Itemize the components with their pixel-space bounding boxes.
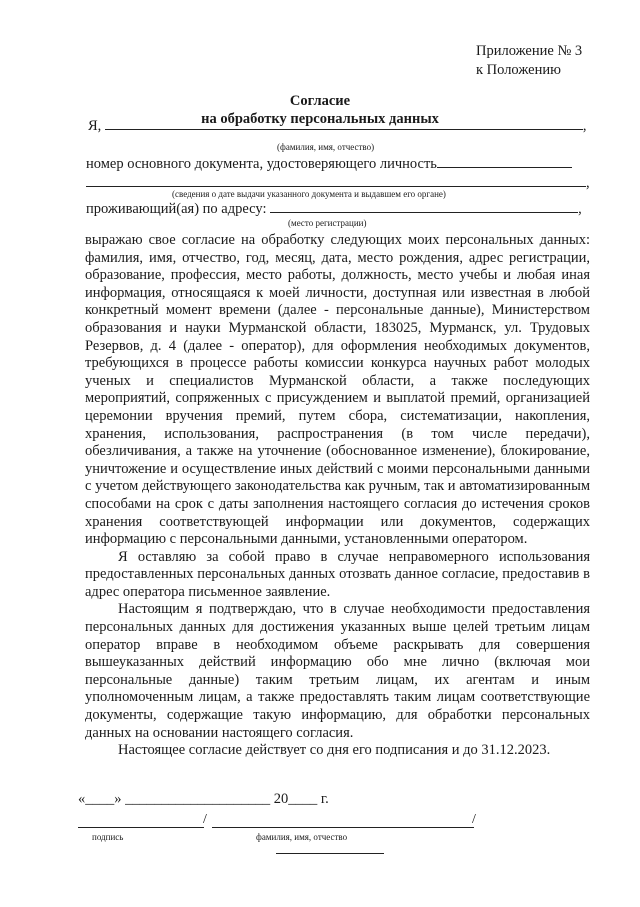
document-details-field[interactable] (86, 174, 586, 187)
appendix-header (476, 42, 582, 80)
consent-body (85, 232, 590, 760)
name-field[interactable] (212, 827, 474, 828)
i-label: Я, (88, 118, 102, 134)
document-field[interactable] (437, 155, 572, 168)
address-caption: (место регистрации) (288, 218, 367, 228)
comma: , (586, 175, 590, 191)
address-field[interactable] (270, 200, 578, 213)
document-subtitle: на обработку персональных данных (201, 111, 439, 127)
document-line (86, 155, 572, 173)
name-caption: фамилия, имя, отчество (256, 832, 348, 842)
bottom-rule (276, 853, 384, 854)
signature-field[interactable] (78, 827, 204, 828)
consent-paragraph-4: Настоящее согласие действует со дня его подписания и до 31.12.2023. (118, 742, 551, 759)
date-line[interactable]: «____» ____________________ 20____ г. (78, 791, 329, 807)
document-caption: (сведения о дате выдачи указанного документа и выдавшем его органе) (172, 189, 446, 199)
address-label: проживающий(ая) по адресу: (86, 201, 267, 217)
signature-caption: подпись (92, 832, 124, 842)
fio-field[interactable] (105, 117, 583, 130)
appendix-number: Приложение № 3 (476, 43, 583, 59)
fio-line (88, 117, 587, 135)
fio-caption: (фамилия, имя, отчество) (277, 142, 375, 152)
address-line (86, 200, 582, 218)
consent-paragraph-3: Настоящим я подтверждаю, что в случае необходимости предоставления персональных данных для достижения указанных выше целей третьим лицам оператор вправе в необходимом объеме раскрывать для совершения вышеуказанных действий информацию обо мне лично (включая мои персональные данные) таким третьим лицам, их агентам и иным уполномоченным лицам, а также предоставлять таким лицам соответствующие документы, содержащие такую информацию, для обработки персональных данных на основании настоящего согласия. (85, 601, 590, 741)
comma: , (582, 118, 587, 134)
slash-separator: / (203, 812, 207, 827)
document-label: номер основного документа, удостоверяющего личность (86, 156, 437, 172)
document-title: Согласие (289, 93, 351, 109)
consent-paragraph-2: Я оставляю за собой право в случае неправомерного использования предоставленных персональных данных отозвать данное согласие, предоставив в адрес оператора письменное заявление. (85, 548, 590, 600)
comma: , (578, 201, 582, 217)
consent-paragraph-1: выражаю свое согласие на обработку следующих моих персональных данных: фамилия, имя, отчество, год, месяц, дата, место рождения, адрес регистрации, образование, профессия, место работы, должность, место учебы и любая иная информация, относящаяся к моей личности, доступная или известная в любой конкретный момент времени (далее - персональные данные), Министерством образования и науки Мурманской области, 183025, Мурманск, ул. Трудовых Резервов, д. 4 (далее - оператор), для оформления необходимых документов, требующихся в процессе работы комиссии конкурса научных работ молодых ученых и специалистов Мурманской области, а также последующих мероприятий, сопряженных с присуждением и выплатой премий, организацией церемонии вручения премий, путем сбора, систематизации, накопления, хранения, использования, распространения (в том числе передачи), обезличивания, а также на уточнение (обоснованное изменение), блокирование, уничтожение и осуществление иных действий с моими персональными данными с учетом действующего законодательства как ручным, так и автоматизированным способами на срок с даты заполнения настоящего согласия до истечения сроков хранения соответствующей информации или документов, содержащих информацию с персональными данными, установленными оператором. (85, 232, 590, 548)
appendix-reference: к Положению (476, 62, 561, 78)
slash-separator-end: / (472, 812, 476, 827)
